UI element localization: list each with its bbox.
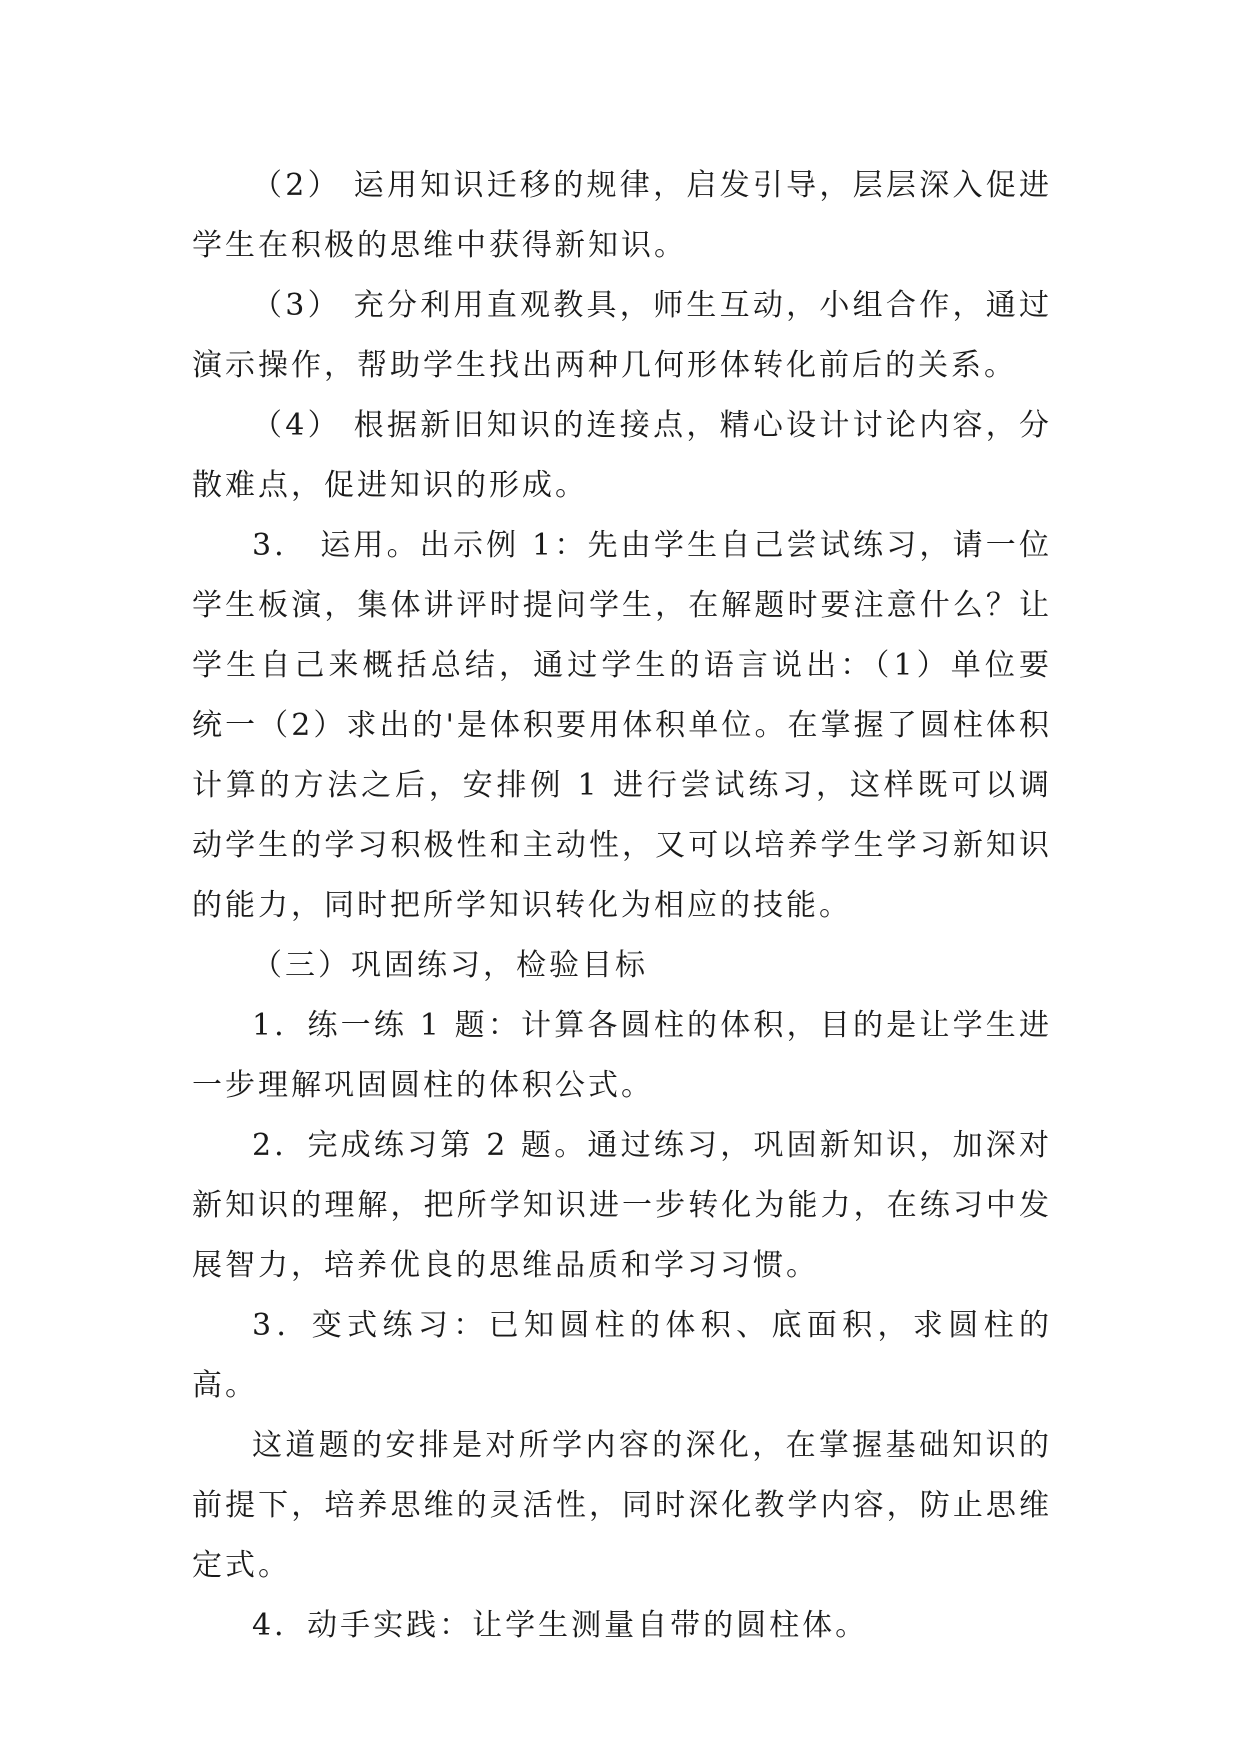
paragraph-exercise-3-explanation: 这道题的安排是对所学内容的深化，在掌握基础知识的前提下，培养思维的灵活性，同时深化教学内容，防止思维定式。 [192, 1428, 1052, 1583]
paragraph-exercise-2: 2．完成练习第 2 题。通过练习，巩固新知识，加深对新知识的理解，把所学知识进一步转化为能力，在练习中发展智力，培养优良的思维品质和学习习惯。 [192, 1128, 1052, 1283]
section-heading-practice: （三）巩固练习，检验目标 [252, 948, 648, 983]
paragraph-step-3-application: 3． 运用。出示例 1：先由学生自己尝试练习，请一位学生板演，集体讲评时提问学生，在解题时要注意什么？让学生自己来概括总结，通过学生的语言说出：（1）单位要统一（2）求出的'是体积要用体积单位。在掌握了圆柱体积计算的方法之后，安排例 1 进行尝试练习，这样既可以调动学生的学习积极性和主动性，又可以培养学生学习新知识的能力，同时把所学知识转化为相应的技能。 [192, 528, 1052, 923]
paragraph-method-3: （3） 充分利用直观教具，师生互动，小组合作，通过演示操作，帮助学生找出两种几何形体转化前后的关系。 [192, 288, 1052, 383]
paragraph-exercise-4: 4．动手实践：让学生测量自带的圆柱体。 [252, 1608, 869, 1643]
paragraph-method-4: （4） 根据新旧知识的连接点，精心设计讨论内容，分散难点，促进知识的形成。 [192, 408, 1052, 503]
document-body [192, 156, 1052, 1656]
paragraph-exercise-1: 1．练一练 1 题：计算各圆柱的体积，目的是让学生进一步理解巩固圆柱的体积公式。 [192, 1008, 1052, 1103]
paragraph-exercise-3: 3．变式练习：已知圆柱的体积、底面积，求圆柱的高。 [192, 1308, 1052, 1403]
paragraph-method-2: （2） 运用知识迁移的规律，启发引导，层层深入促进学生在积极的思维中获得新知识。 [192, 168, 1052, 263]
